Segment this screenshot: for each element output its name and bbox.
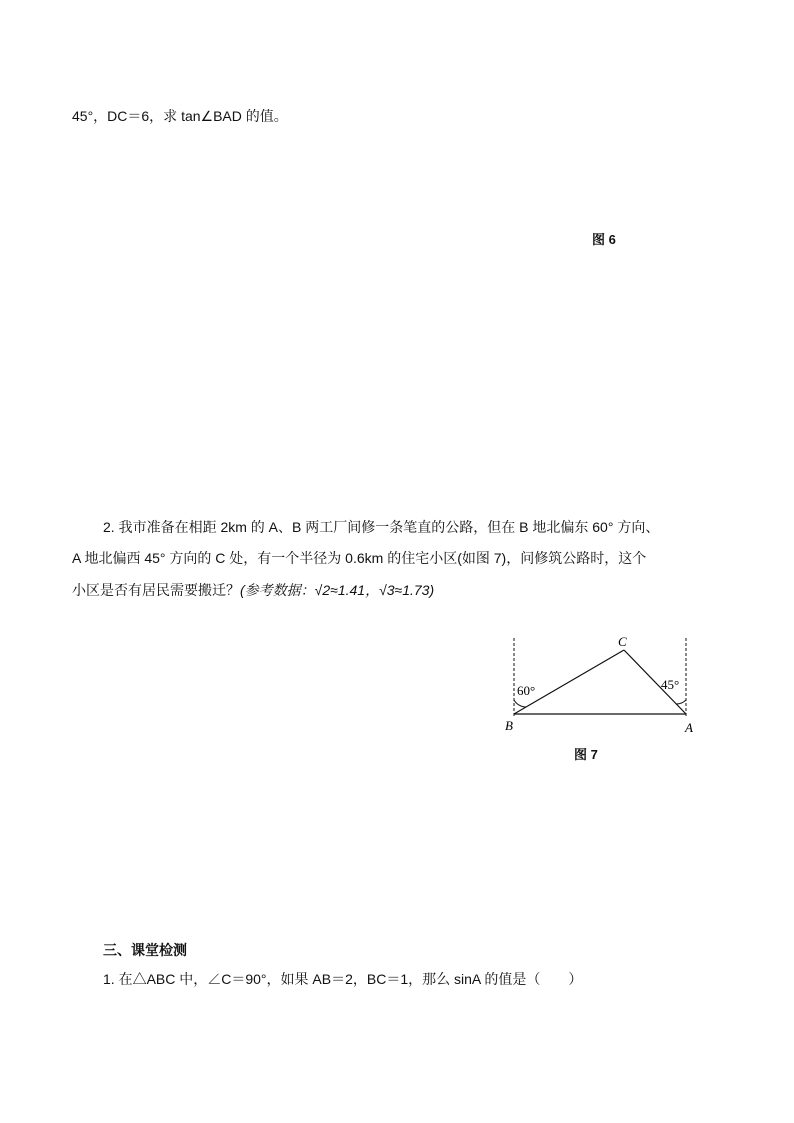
question-2-line-3 [72, 580, 434, 600]
figure-7-diagram [500, 630, 720, 740]
angle-arc-b [514, 700, 526, 707]
question-2-line-2: A 地北偏西 45° 方向的 C 处，有一个半径为 0.6km 的住宅小区(如图 7)，问修筑公路时，这个 [72, 550, 647, 566]
section-3-question-1: 1. 在△ABC 中，∠C＝90°，如果 AB＝2，BC＝1，那么 sinA 的值是（ ） [103, 971, 583, 987]
angle-arc-a [676, 700, 686, 704]
question-1-continuation: 45°，DC＝6，求 tan∠BAD 的值。 [72, 108, 288, 124]
figure-6-caption: 图 6 [592, 232, 616, 247]
vertex-label-b: B [505, 718, 513, 733]
figure-7-caption: 图 7 [574, 747, 598, 762]
question-2-line-1: 2. 我市准备在相距 2km 的 A、B 两工厂间修一条笔直的公路，但在 B 地北偏东 60° 方向、 [103, 519, 660, 535]
reference-data: (参考数据：√2≈1.41，√3≈1.73) [240, 582, 435, 598]
side-bc [514, 650, 624, 714]
section-3-heading: 三、课堂检测 [103, 942, 187, 958]
vertex-label-a: A [685, 720, 693, 735]
angle-label-a: 45° [661, 677, 680, 692]
question-2-text: 小区是否有居民需要搬迁？ [72, 582, 240, 598]
angle-label-b: 60° [517, 683, 536, 698]
vertex-label-c: C [618, 634, 627, 649]
